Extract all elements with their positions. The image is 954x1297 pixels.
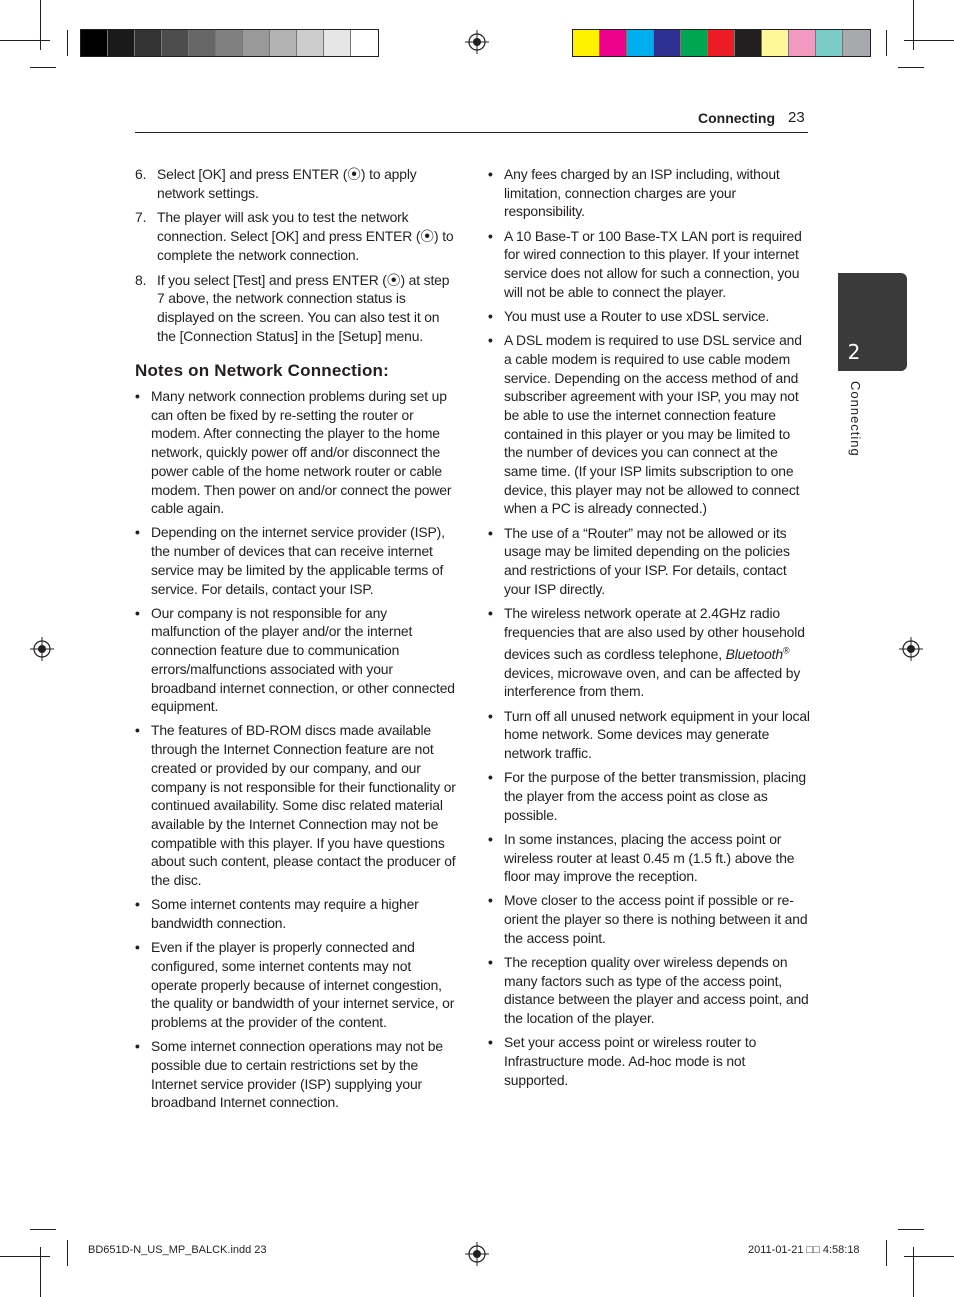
list-item-text: Even if the player is properly connected and configured, some internet contents may not operate properly because of internet congestion, the quality or bandwidth of your internet service, or problems at the provider of the content.: [151, 939, 455, 1031]
wireless-text-end: devices, microwave oven, and can be affected by interference from them.: [504, 664, 801, 700]
list-item-text: In some instances, placing the access point or wireless router at least 0.45 m (1.5 ft.) above the floor may improve the reception.: [504, 830, 795, 885]
list-item: [135, 895, 457, 932]
crop-mark: [898, 1229, 924, 1230]
step-text: If you select [Test] and press ENTER (⦿) at step 7 above, the network connection status is displayed on the screen. You can also test it on the [Connection Status] in the [Setup] menu.: [157, 271, 450, 344]
color-swatch: [735, 30, 762, 56]
color-swatch: [573, 30, 600, 56]
list-item-text: Many network connection problems during set up can often be fixed by re-setting the router or modem. After connecting the player to the home network, quickly power off and/or disconnect the power cable of the home network router or cable modem. Then power on and/or connect the power cable again.: [151, 388, 452, 517]
list-item: [488, 524, 810, 599]
step-text: The player will ask you to test the network connection. Select [OK] and press ENTER (⦿) to complete the network connection.: [157, 209, 454, 263]
color-swatch: [243, 30, 270, 56]
color-swatch: [654, 30, 681, 56]
list-item: [488, 307, 810, 326]
list-item-text: Depending on the internet service provider (ISP), the number of devices that can receive internet service may be limited by the applicable terms of service. For details, contact your ISP.: [151, 524, 445, 597]
crop-mark: [886, 1240, 887, 1266]
bluetooth-brand: Bluetooth: [725, 646, 783, 662]
page-number: 23: [788, 109, 805, 126]
list-item-text: The use of a “Router” may not be allowed or its usage may be limited depending on the policies and restrictions of your ISP. For details, contact your ISP directly.: [504, 524, 790, 597]
crop-mark: [0, 1256, 50, 1257]
crop-mark: [904, 40, 954, 41]
bullet-icon: •: [488, 892, 493, 909]
registration-mark-icon: [465, 1242, 489, 1266]
bullet-icon: •: [135, 722, 140, 739]
notes-heading: Notes on Network Connection:: [135, 361, 389, 381]
bullet-icon: •: [488, 227, 493, 244]
bullet-icon: •: [488, 830, 493, 847]
color-swatch: [600, 30, 627, 56]
process-color-bar: [572, 29, 871, 57]
color-swatch: [627, 30, 654, 56]
left-column: [135, 165, 457, 1118]
crop-mark: [886, 30, 887, 56]
header-rule: [135, 132, 808, 133]
list-item: [135, 523, 457, 598]
bullet-icon: •: [488, 524, 493, 541]
wireless-text-start: The wireless network operate at 2.4GHz radio frequencies that are also used by other household devices such as cordless telephone,: [504, 604, 805, 662]
slug-filename: BD651D-N_US_MP_BALCK.indd 23: [88, 1244, 267, 1256]
step-number: 8.: [135, 271, 147, 288]
registered-mark: ®: [782, 645, 790, 656]
color-swatch: [708, 30, 735, 56]
crop-mark: [40, 1247, 41, 1297]
crop-mark: [40, 0, 41, 50]
color-swatch: [681, 30, 708, 56]
color-swatch: [843, 30, 870, 56]
list-item: [488, 891, 810, 947]
color-swatch: [297, 30, 324, 56]
step-item: [135, 208, 457, 264]
list-item-text: Move closer to the access point if possible or re-orient the player so there is nothing between it and the access point.: [504, 892, 808, 946]
list-item: [488, 227, 810, 302]
crop-mark: [898, 67, 924, 68]
list-item-text: For the purpose of the better transmission, placing the player from the access point as close as possible.: [504, 769, 806, 823]
bullet-icon: •: [488, 604, 493, 621]
right-column: [488, 165, 810, 1095]
color-swatch: [816, 30, 843, 56]
bullet-icon: •: [135, 1038, 140, 1055]
slug-datetime: 2011-01-21 □□ 4:58:18: [748, 1244, 860, 1256]
bullet-icon: •: [488, 954, 493, 971]
crop-mark: [913, 0, 914, 50]
list-item: [488, 830, 810, 886]
bullet-icon: •: [135, 524, 140, 541]
color-swatch: [324, 30, 351, 56]
color-swatch: [108, 30, 135, 56]
crop-mark: [67, 1240, 68, 1266]
list-item-text: The reception quality over wireless depends on many factors such as type of the access point, distance between the player and access point, and the location of the player.: [504, 954, 809, 1027]
grayscale-color-bar: [80, 29, 379, 57]
color-swatch: [135, 30, 162, 56]
registration-mark-icon: [465, 30, 489, 54]
list-item-text: [504, 605, 805, 699]
list-item: [488, 768, 810, 824]
bullet-icon: •: [135, 896, 140, 913]
list-item: [488, 165, 810, 221]
header-section-title: Connecting: [698, 110, 775, 126]
list-item-text: Set your access point or wireless router to Infrastructure mode. Ad-hoc mode is not supported.: [504, 1034, 757, 1088]
chapter-label: Connecting: [848, 381, 863, 457]
list-item: [135, 387, 457, 518]
list-item: [135, 938, 457, 1032]
crop-mark: [30, 1229, 56, 1230]
bullet-icon: •: [488, 769, 493, 786]
step-number: 7.: [135, 209, 147, 226]
list-item: [488, 604, 810, 701]
list-item: [488, 1033, 810, 1089]
color-swatch: [216, 30, 243, 56]
list-item: [488, 707, 810, 763]
list-item-text: Any fees charged by an ISP including, without limitation, connection charges are your responsibility.: [504, 166, 780, 220]
crop-mark: [30, 67, 56, 68]
list-item: [135, 721, 457, 889]
crop-mark: [904, 1256, 954, 1257]
bullet-icon: •: [488, 707, 493, 724]
step-text: Select [OK] and press ENTER (⦿) to apply network settings.: [157, 166, 417, 201]
bullet-icon: •: [135, 388, 140, 405]
step-number: 6.: [135, 166, 147, 182]
color-swatch: [789, 30, 816, 56]
color-swatch: [162, 30, 189, 56]
list-item: [135, 1037, 457, 1112]
registration-mark-icon: [899, 637, 923, 661]
bullet-icon: •: [488, 307, 493, 324]
list-item-text: Some internet connection operations may not be possible due to certain restrictions set by the Internet service provider (ISP) supplying your broadband Internet connection.: [151, 1038, 443, 1111]
color-swatch: [81, 30, 108, 56]
bullet-icon: •: [488, 332, 493, 349]
bullet-icon: •: [488, 166, 493, 182]
list-item-text: You must use a Router to use xDSL service.: [504, 307, 770, 324]
list-item-text: The features of BD-ROM discs made available through the Internet Connection feature are not created or provided by our company, and our company is not responsible for their functionality or continued availability. Some disc related material available by the Internet Connection may not be compatible with this player. If you have questions about such content, please contact the producer of the disc.: [151, 722, 456, 889]
list-item-text: Our company is not responsible for any malfunction of the player and/or the internet connection feature due to communication errors/malfunctions associated with your broadband internet connection, or other connected equipment.: [151, 604, 455, 715]
crop-mark: [0, 40, 50, 41]
list-item: [135, 604, 457, 716]
bullet-icon: •: [135, 604, 140, 621]
color-swatch: [189, 30, 216, 56]
list-item: [488, 331, 810, 518]
step-item: [135, 271, 457, 346]
step-item: [135, 165, 457, 202]
crop-mark: [913, 1247, 914, 1297]
list-item-text: Turn off all unused network equipment in your local home network. Some devices may generate network traffic.: [504, 707, 810, 762]
bullet-icon: •: [135, 939, 140, 956]
color-swatch: [762, 30, 789, 56]
chapter-number: 2: [847, 340, 861, 364]
list-item-text: A DSL modem is required to use DSL service and a cable modem is required to use cable modem service. Depending on the access method of and subscriber agreement with your ISP, you may not be able to use the internet connection feature contained in this player or you may be limited to the number of devices you can connect at the same time. (If your ISP limits subscription to one device, this player may not be allowed to connect when a PC is already connected.): [504, 332, 802, 517]
crop-mark: [67, 30, 68, 56]
registration-mark-icon: [30, 637, 54, 661]
color-swatch: [270, 30, 297, 56]
color-swatch: [351, 30, 378, 56]
list-item-text: Some internet contents may require a higher bandwidth connection.: [151, 896, 419, 932]
bullet-icon: •: [488, 1034, 493, 1051]
list-item: [488, 953, 810, 1028]
list-item-text: A 10 Base-T or 100 Base-TX LAN port is required for wired connection to this player. If your internet service does not allow for such a connection, you will not be able to connect the player.: [504, 227, 802, 300]
